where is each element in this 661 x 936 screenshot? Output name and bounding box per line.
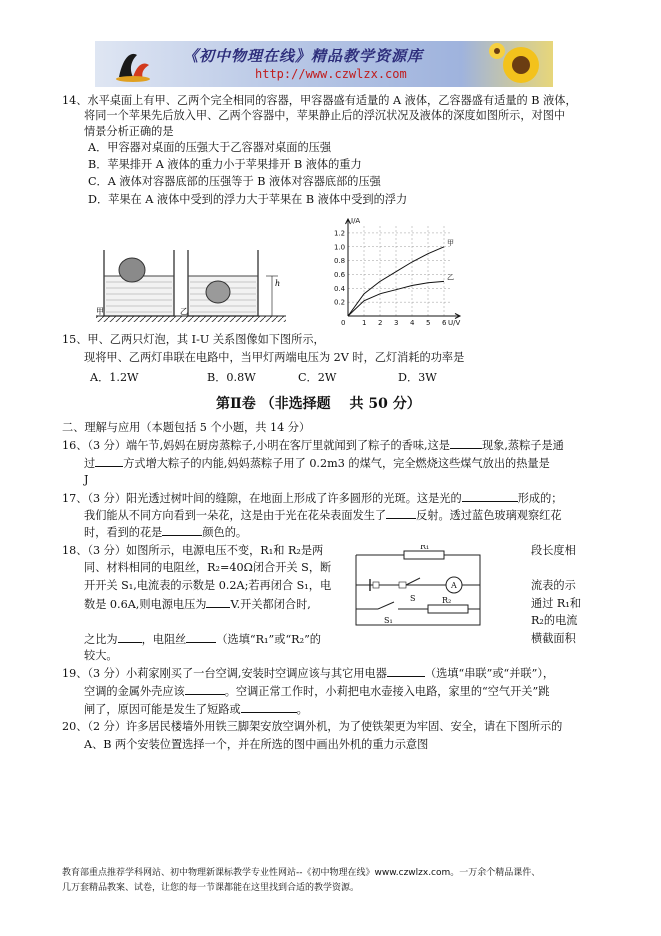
site-logo-icon [113,47,153,83]
q17-line-3 [84,524,247,540]
footer-line-1: 教育部重点推荐学科网站、初中物理新课标教学专业性网站--《初中物理在线》www.czwlzx.com。一万余个精品课件、 [62,868,541,878]
part2-heading: 二、理解与应用（本题包括 5 个小题，共 14 分） [62,421,311,434]
q19-line-3 [84,701,308,717]
q16-line-3: J [84,473,89,486]
graph-axes [346,219,461,319]
q19-blank-2[interactable] [185,683,225,695]
x-axis-label: U/V [448,319,461,327]
q16-blank-2[interactable] [95,455,123,467]
container-label-right: 乙 [180,307,188,316]
q19-text-2b: 。空调正常工作时，小莉把电水壶接入电路，家里的“空气开关”跳 [224,685,550,698]
q15-option-d: D．3W [398,371,437,384]
q17-text-2b: 反射。透过蓝色玻璃观察红花 [416,509,562,522]
sunflower-icon [487,41,553,87]
q15-option-a: A．1.2W [90,371,139,384]
banner-title: 《初中物理在线》精品教学资源库 [183,47,424,65]
q18-line-3-right: 流表的示 [531,579,576,592]
q14-option-d: D．苹果在 A 液体中受到的浮力大于苹果在 B 液体中受到的浮力 [88,193,408,206]
q16-text-1b: 现象,蒸粽子是通 [481,439,564,452]
x-tick-label: 5 [426,319,431,327]
q15-line-2: 现将甲、乙两灯串联在电路中，当甲灯两端电压为 2V 时，乙灯消耗的功率是 [84,351,465,364]
origin-label: 0 [341,319,346,327]
x-tick-label: 6 [442,319,447,327]
q18-text-4a: 数是 0.6A,则电源电压为 [84,598,207,611]
x-tick-label: 1 [362,319,367,327]
q18-line-1: 18、（3 分）如图所示，电源电压不变，R₁和 R₂是两 [62,544,324,557]
containers-figure [96,246,296,324]
q14-option-b: B．苹果排开 A 液体的重力小于苹果排开 B 液体的重力 [88,158,362,171]
y-tick-label: 0.6 [334,270,346,279]
curve-label: 乙 [447,273,454,282]
q20-line-2: A、B 两个安装位置选择一个，并在所选的图中画出外机的重力示意图 [84,738,429,751]
y-tick-label: 0.4 [334,284,346,293]
y-tick-label: 1.0 [334,243,346,252]
y-tick-label: 0.8 [334,257,346,266]
q17-text-1a: 17、（3 分）阳光透过树叶间的缝隙，在地面上形成了许多圆形的光斑。这是光的 [62,492,462,505]
header-banner [95,41,553,87]
q14-line-1: 14、水平桌面上有甲、乙两个完全相同的容器，甲容器盛有适量的 A 液体，乙容器盛有适量的 B 液体， [62,94,577,107]
q18-text-6a: 之比为 [84,633,118,646]
q19-text-2a: 空调的金属外壳应该 [84,685,185,698]
height-label: h [275,279,281,288]
q18-line-1-right: 段长度相 [531,544,576,557]
q17-blank-1[interactable] [462,490,518,502]
q16-text-1a: 16、（3 分）端午节,妈妈在厨房蒸粽子,小明在客厅里就闻到了粽子的香味,这是 [62,439,450,452]
q19-text-1b: （选填“串联”或“并联”）， [424,667,555,680]
q19-line-1 [62,665,554,681]
q18-line-3: 开开关 S₁,电流表的示数是 0.2A;若再闭合 S₁，电 [84,579,332,592]
q17-text-3b: 颜色的。 [202,526,248,539]
q18-line-6-right: 横截面积 [531,632,576,645]
q18-blank-2[interactable] [118,631,142,643]
x-tick-label: 3 [394,319,399,327]
y-tick-label: 0.2 [334,298,346,307]
q19-blank-1[interactable] [387,665,425,677]
q15-option-c: C．2W [298,371,337,384]
q18-blank-3[interactable] [186,631,216,643]
q18-line-7: 较大。 [84,649,118,662]
circuit-diagram [344,545,492,635]
q16-line-1 [62,437,564,453]
q19-text-3a: 闸了，原因可能是发生了短路或 [84,703,241,716]
graph-grid [348,226,452,316]
circuit-label-s: S [410,594,416,603]
q14-option-c: C．A 液体对容器底部的压强等于 B 液体对容器底部的压强 [88,175,381,188]
q16-text-2b: 方式增大粽子的内能,妈妈蒸粽子用了 0.2m3 的煤气，完全燃烧这些煤气放出的热量是 [123,457,550,470]
x-tick-label: 2 [378,319,383,327]
q19-text-3b: 。 [296,703,308,716]
q14-line-2: 将同一个苹果先后放入甲、乙两个容器中，苹果静止后的浮沉状况及液体的深度如图所示，对图中 [84,109,566,122]
q18-line-2: 同、材料相同的电阻丝，R₂=40Ω闭合开关 S，断 [84,561,332,574]
q18-text-4b: V.开关都闭合时, [230,598,311,611]
iu-graph [326,214,466,332]
q14-option-a: A．甲容器对桌面的压强大于乙容器对桌面的压强 [88,141,332,154]
q18-line-4-right: 通过 R₁和 [531,597,582,610]
banner-url: http://www.czwlzx.com [255,67,407,81]
circuit-label-ammeter: A [451,581,457,590]
q16-line-2 [84,455,550,471]
q17-line-2 [84,507,562,523]
y-axis-label: I/A [351,217,361,225]
y-tick-label: 1.2 [334,229,346,238]
circuit-label-r1: R₁ [420,545,430,551]
q15-option-b: B．0.8W [207,371,256,384]
footer [62,866,602,896]
q18-text-6b: ，电阻丝 [141,633,187,646]
q17-blank-2[interactable] [386,507,416,519]
footer-line-2: 几万套精品教案、试卷，让您的每一节课都能在这里找到合适的教学资源。 [62,883,360,893]
q18-line-6 [84,631,321,647]
q18-blank-1[interactable] [206,596,230,608]
q16-text-2a: 过 [84,457,96,470]
q18-text-6c: （选填“R₁”或“R₂”的 [216,633,321,646]
container-label-left: 甲 [96,307,104,316]
q16-blank-1[interactable] [450,437,482,449]
q17-text-3a: 时，看到的花是 [84,526,163,539]
q18-line-4 [84,596,311,612]
q17-blank-3[interactable] [162,524,202,536]
circuit-label-s1: S₁ [384,616,393,625]
q17-text-1b: 形成的； [517,492,563,505]
q19-line-2 [84,683,549,699]
q20-line-1: 20、（2 分）许多居民楼墙外用铁三脚架安放空调外机，为了使铁架更为牢固、安全，请在下图所示的 [62,720,563,733]
graph-curves [348,247,444,316]
x-tick-label: 4 [410,319,415,327]
graph-labels [334,217,460,327]
q19-text-1a: 19、（3 分）小莉家刚买了一台空调,安装时空调应该与其它用电器 [62,667,387,680]
q18-line-5-right: R₂的电流 [531,614,578,627]
curve-jia [348,247,444,316]
section-title: 第Ⅱ卷 （非选择题 共 50 分） [216,396,421,412]
q17-text-2a: 我们能从不同方向看到一朵花，这是由于光在花朵表面发生了 [84,509,387,522]
q15-line-1: 15、甲、乙两只灯泡，其 I-U 关系图像如下图所示， [62,333,325,346]
q17-line-1 [62,490,562,506]
q14-line-3: 情景分析正确的是 [84,125,174,138]
q19-blank-3[interactable] [241,701,297,713]
circuit-label-r2: R₂ [442,596,452,605]
curve-label: 甲 [447,238,454,247]
